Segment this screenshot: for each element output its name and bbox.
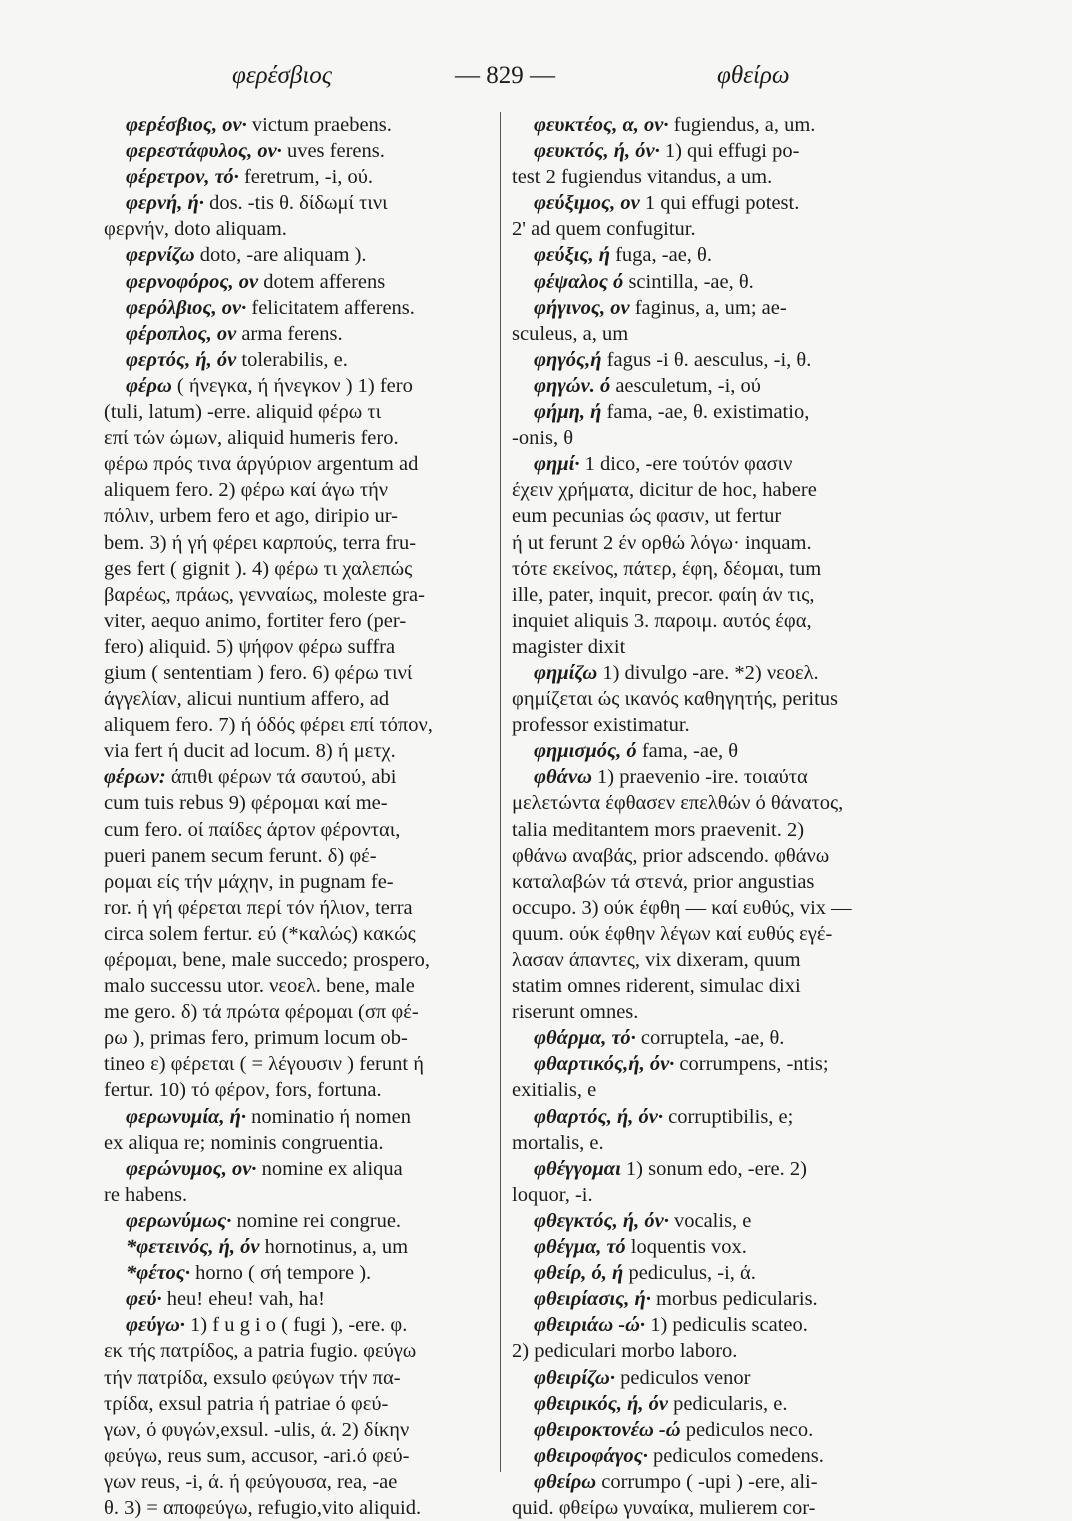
definition-text: aesculetum, -i, ού (610, 374, 761, 397)
entry-line (512, 399, 892, 425)
entry-line (512, 582, 892, 608)
headword: φθαρτικός,ή, όν· (534, 1053, 675, 1076)
entry-line (104, 1365, 496, 1391)
entry-line (512, 1051, 892, 1077)
headword: φερτός, ή, όν (126, 348, 237, 371)
entry-line (104, 451, 496, 477)
definition-text: pediculus, -i, ά. (623, 1262, 756, 1285)
entry-line (512, 1312, 892, 1338)
headword: φέρετρον, τό· (126, 166, 239, 189)
entry-line (512, 1182, 892, 1208)
headword: φθεγκτός, ή, όν· (534, 1209, 669, 1232)
entry-line (104, 686, 496, 712)
headword: φθάρμα, τό· (534, 1027, 636, 1050)
entry-line (104, 817, 496, 843)
headword: φήμη, ή (534, 401, 602, 424)
entry-line (512, 947, 892, 973)
definition-text: scintilla, -ae, θ. (623, 270, 754, 293)
entry-line (512, 973, 892, 999)
headword: φερεστάφυλος, ον· (126, 140, 282, 163)
running-head (100, 62, 980, 92)
definition-text: loquentis vox. (625, 1236, 747, 1259)
headword: φθείρ, ό, ή (534, 1262, 624, 1285)
definition-text: φέρομαι, bene, male succedo; prospero, (104, 949, 431, 971)
headword: φέρων: (104, 766, 166, 789)
entry-line (512, 503, 892, 529)
definition-text: corrumpo ( -upi ) -ere, ali- (596, 1470, 818, 1493)
definition-text: nomine rei congrue. (231, 1209, 402, 1232)
entry-line (512, 1025, 892, 1051)
definition-text: quid. φθείρω γυναίκα, mulierem cor- (512, 1496, 816, 1519)
headword: φερέσβιος, ον· (126, 114, 247, 136)
entry-line (512, 1286, 892, 1312)
definition-text: ror. ή γή φέρεται περί τόν ήλιον, terra (104, 896, 413, 919)
definition-text: fertur. 10) τό φέρον, fors, fortuna. (104, 1079, 382, 1102)
entry-line (512, 1338, 892, 1364)
definition-text: arma ferens. (236, 322, 343, 345)
entry-line (104, 999, 496, 1025)
right-column (512, 112, 892, 1519)
headword: φεύξιμος, ον (534, 192, 640, 215)
entry-line (512, 1443, 892, 1469)
entry-line (512, 817, 892, 843)
entry-line (512, 999, 892, 1025)
definition-text: doto, -are aliquam ). (194, 244, 367, 267)
headword: φθέγγομαι (534, 1157, 621, 1180)
entry-line (512, 347, 892, 373)
entry-line (104, 582, 496, 608)
entry-line (104, 138, 496, 164)
headword: φθειρίζω· (534, 1366, 615, 1389)
definition-text: talia meditantem mors praevenit. 2) (512, 818, 805, 841)
definition-text: cum tuis rebus 9) φέρομαι καί me- (104, 792, 388, 815)
definition-text: fuga, -ae, θ. (609, 244, 713, 267)
entry-line (512, 425, 892, 451)
definition-text: uves ferens. (281, 140, 385, 163)
entry-line (512, 921, 892, 947)
headword: φθειριάω -ώ· (534, 1314, 646, 1337)
definition-text: 2' ad quem confugitur. (512, 218, 696, 241)
entry-line (104, 1104, 496, 1130)
entry-line (512, 112, 892, 138)
definition-text: statim omnes riderent, simulac dixi (512, 975, 801, 998)
entry-line (512, 373, 892, 399)
definition-text: via fert ή ducit ad locum. 8) ή μετχ. (104, 740, 396, 763)
headword: φερώνυμος, ον· (126, 1157, 257, 1180)
definition-text: tolerabilis, e. (236, 348, 348, 371)
definition-text: pediculos neco. (680, 1418, 814, 1441)
definition-text: ( ήνεγκα, ή ήνεγκον ) 1) fero (171, 374, 413, 397)
definition-text: corruptela, -ae, θ. (635, 1027, 785, 1050)
definition-text: 1) divulgo -are. *2) νεοελ. (597, 661, 819, 684)
definition-text: fama, -ae, θ. existimatio, (601, 401, 810, 424)
definition-text: heu! eheu! vah, ha! (161, 1288, 325, 1311)
entry-line (104, 1495, 496, 1521)
entry-line (104, 242, 496, 268)
entry-line (512, 869, 892, 895)
entry-line (104, 347, 496, 373)
entry-line (104, 660, 496, 686)
definition-text: nomine ex aliqua (256, 1157, 403, 1180)
headword: φερνίζω (126, 244, 195, 267)
headword: φεύ· (126, 1288, 162, 1311)
entry-line (104, 973, 496, 999)
headword: φεύξις, ή (534, 244, 610, 267)
definition-text: morbus pedicularis. (650, 1288, 818, 1311)
definition-text: inquiet aliquis 3. παροιμ. αυτός έφα, (512, 609, 812, 632)
definition-text: φέρω πρός τινα άργύριον argentum ad (104, 453, 419, 476)
definition-text: hornotinus, a, um (259, 1236, 409, 1259)
headword: φέρω (126, 374, 172, 397)
entry-line (104, 634, 496, 660)
definition-text: tineo ε) φέρεται ( = λέγουσιν ) ferunt ή (104, 1053, 424, 1076)
definition-text: aliquem fero. 2) φέρω καί άγω τήν (104, 479, 389, 502)
entry-line (512, 660, 892, 686)
definition-text: 1) qui effugi po- (659, 140, 800, 163)
entry-line (104, 790, 496, 816)
headword: φέροπλος, ον (126, 322, 237, 345)
definition-text: pueri panem secum ferunt. δ) φέ- (104, 844, 377, 867)
definition-text: 1 qui effugi potest. (639, 192, 800, 215)
definition-text: 1 dico, -ere τούτόν φασιν (579, 453, 793, 476)
entry-line (512, 477, 892, 503)
definition-text: fama, -ae, θ (636, 740, 739, 763)
definition-text: pedicularis, e. (667, 1392, 788, 1415)
definition-text: ex aliqua re; nominis congruentia. (104, 1131, 384, 1154)
definition-text: loquor, -i. (512, 1183, 593, 1206)
definition-text: τήν πατρίδα, exsulo φεύγων τήν πα- (104, 1366, 401, 1389)
entry-line (104, 843, 496, 869)
headword: φημίζω (534, 661, 598, 684)
header-left-word: φερέσβιος (232, 62, 332, 89)
definition-text: pediculos venor (614, 1366, 751, 1389)
definition-text: malo successu utor. νεοελ. bene, male (104, 975, 415, 998)
entry-line (104, 764, 496, 790)
definition-text: φερνήν, doto aliquam. (104, 218, 287, 241)
definition-text: εκ τής πατρίδος, a patria fugio. φεύγω (104, 1340, 417, 1363)
definition-text: eum pecunias ώς φασιν, ut fertur (512, 505, 782, 528)
definition-text: ή ut ferunt 2 έν ορθώ λόγω· inquam. (512, 531, 812, 554)
definition-text: re habens. (104, 1183, 188, 1206)
headword: φθάνω (534, 766, 592, 789)
headword: φηγός,ή (534, 348, 602, 371)
entry-line (512, 1077, 892, 1103)
entry-line (104, 1469, 496, 1495)
entry-line (104, 895, 496, 921)
headword: φθειρικός, ή, όν (534, 1392, 668, 1415)
entry-line (512, 1234, 892, 1260)
entry-line (104, 947, 496, 973)
entry-line (104, 1417, 496, 1443)
definition-text: circa solem fertur. εύ (*καλώς) κακώς (104, 922, 416, 945)
headword: *φέτος· (126, 1262, 190, 1285)
entry-line (512, 269, 892, 295)
entry-line (512, 556, 892, 582)
entry-line (512, 1495, 892, 1521)
headword: φερνοφόρος, ον (126, 270, 259, 293)
definition-text: βαρέως, πράως, γενναίως, moleste gra- (104, 583, 425, 606)
definition-text: viter, aequo animo, fortiter fero (per- (104, 609, 407, 632)
entry-line (104, 477, 496, 503)
definition-text: ges fert ( gignit ). 4) φέρω τι χαλεπώς (104, 557, 413, 580)
definition-text: 1) praevenio -ire. τοιαύτα (591, 766, 808, 789)
entry-line (104, 869, 496, 895)
entry-line (104, 112, 496, 138)
definition-text: nominatio ή nomen (246, 1105, 412, 1128)
definition-text: πόλιν, urbem fero et ago, diripio ur- (104, 505, 398, 528)
definition-text: sculeus, a, um (512, 322, 629, 345)
definition-text: ρομαι είς τήν μάχην, in pugnam fe- (104, 870, 394, 893)
entry-line (512, 1156, 892, 1182)
headword: φθέγμα, τό (534, 1236, 626, 1259)
definition-text: mortalis, e. (512, 1131, 604, 1154)
page-number: — 829 — (455, 62, 555, 89)
entry-line (104, 295, 496, 321)
entry-line (512, 1130, 892, 1156)
definition-text: dotem afferens (258, 270, 386, 293)
definition-text: faginus, a, um; ae- (629, 296, 787, 319)
entry-line (512, 1417, 892, 1443)
column-divider (500, 112, 501, 1472)
entry-line (104, 425, 496, 451)
entry-line (104, 1234, 496, 1260)
entry-line (512, 1208, 892, 1234)
definition-text: test 2 fugiendus vitandus, a um. (512, 166, 773, 189)
entry-line (104, 1077, 496, 1103)
definition-text: επί τών ώμων, aliquid humeris fero. (104, 427, 399, 450)
entry-line (512, 295, 892, 321)
entry-line (512, 216, 892, 242)
definition-text: θ. 3) = αποφεύγω, refugio,vito aliquid. (104, 1496, 422, 1519)
definition-text: fero) aliquid. 5) ψήφον φέρω suffra (104, 635, 396, 658)
definition-text: -onis, θ (512, 427, 574, 450)
headword: φθειροφάγος· (534, 1444, 648, 1467)
entry-line (104, 321, 496, 347)
definition-text: καταλαβών τά στενά, prior angustias (512, 870, 815, 893)
definition-text: φεύγω, reus sum, accusor, -ari.ό φεύ- (104, 1444, 410, 1467)
entry-line (104, 738, 496, 764)
definition-text: (tuli, latum) -erre. aliquid φέρω τι (104, 401, 382, 424)
headword: φημί· (534, 453, 580, 476)
entry-line (512, 1469, 892, 1495)
entry-line (512, 712, 892, 738)
entry-line (512, 190, 892, 216)
definition-text: corruptibilis, e; (662, 1105, 794, 1128)
entry-line (104, 1286, 496, 1312)
entry-line (104, 1130, 496, 1156)
headword: φθειροκτονέω -ώ (534, 1418, 681, 1441)
definition-text: άπιθι φέρων τά σαυτού, abi (165, 766, 397, 789)
entry-line (104, 1391, 496, 1417)
definition-text: 1) f u g i o ( fugi ), -ere. φ. (184, 1314, 408, 1337)
definition-text: feretrum, -i, ού. (238, 166, 374, 189)
definition-text: 1) sonum edo, -ere. 2) (620, 1157, 807, 1180)
entry-line (104, 921, 496, 947)
definition-text: fagus -i θ. aesculus, -i, θ. (601, 348, 812, 371)
entry-line (512, 138, 892, 164)
entry-line (104, 556, 496, 582)
entry-line (512, 843, 892, 869)
entry-line (512, 1365, 892, 1391)
definition-text: vocalis, e (668, 1209, 752, 1232)
headword: φθαρτός, ή, όν· (534, 1105, 663, 1128)
entry-line (104, 530, 496, 556)
entry-line (512, 790, 892, 816)
entry-line (512, 242, 892, 268)
definition-text: φθάνω αναβάς, prior adscendo. φθάνω (512, 844, 830, 867)
entry-line (512, 164, 892, 190)
headword: φθείρω (534, 1470, 597, 1493)
headword: φέψαλος ό (534, 270, 624, 293)
definition-text: γων reus, -i, ά. ή φεύγουσα, rea, -ae (104, 1470, 398, 1493)
entry-line (104, 608, 496, 634)
entry-line (512, 738, 892, 764)
entry-line (512, 530, 892, 556)
headword: φερνή, ή· (126, 192, 204, 215)
entry-line (104, 1025, 496, 1051)
entry-line (512, 1260, 892, 1286)
entry-line (512, 764, 892, 790)
entry-line (104, 1051, 496, 1077)
entry-line (104, 216, 496, 242)
headword: φευκτός, ή, όν· (534, 140, 660, 163)
definition-text: corrumpens, -ntis; (674, 1053, 829, 1076)
definition-text: occupo. 3) ούκ έφθη — καί ευθύς, vix — (512, 896, 852, 919)
headword: φθειρίασις, ή· (534, 1288, 651, 1311)
definition-text: felicitatem afferens. (246, 296, 415, 319)
entry-line (104, 1260, 496, 1286)
entry-line (512, 895, 892, 921)
entry-line (104, 1208, 496, 1234)
headword: φερωνυμία, ή· (126, 1105, 246, 1128)
definition-text: τότε εκείνος, πάτερ, έφη, δέομαι, tum (512, 557, 822, 580)
definition-text: professor existimatur. (512, 714, 690, 737)
definition-text: pediculos comedens. (647, 1444, 824, 1467)
headword: φερόλβιος, ον· (126, 296, 247, 319)
headword: φεύγω· (126, 1314, 185, 1337)
definition-text: fugiendus, a, um. (668, 114, 816, 136)
definition-text: horno ( σή tempore ). (189, 1262, 372, 1285)
entry-line (512, 608, 892, 634)
entry-line (104, 269, 496, 295)
definition-text: cum fero. οί παίδες άρτον φέρονται, (104, 818, 401, 841)
entry-line (512, 1104, 892, 1130)
entry-line (104, 712, 496, 738)
definition-text: τρίδα, exsul patria ή patriae ό φεύ- (104, 1392, 389, 1415)
entry-line (104, 373, 496, 399)
definition-text: dos. -tis θ. δίδωμί τινι (203, 192, 388, 215)
headword: φηγών. ό (534, 374, 611, 397)
definition-text: 2) pediculari morbo laboro. (512, 1340, 738, 1363)
definition-text: exitialis, e (512, 1079, 597, 1102)
headword: *φετεινός, ή, όν (126, 1236, 260, 1259)
definition-text: magister dixit (512, 635, 626, 658)
definition-text: gium ( sententiam ) fero. 6) φέρω τινί (104, 661, 413, 684)
headword: φημισμός, ό (534, 740, 637, 763)
definition-text: άγγελίαν, alicui nuntium affero, ad (104, 688, 390, 711)
headword: φευκτέος, α, ον· (534, 114, 669, 136)
definition-text: ille, pater, inquit, precor. φαίη άν τις, (512, 583, 815, 606)
definition-text: victum praebens. (246, 114, 392, 136)
entry-line (104, 190, 496, 216)
headword: φερωνύμως· (126, 1209, 232, 1232)
definition-text: μελετώντα έφθασεν επελθών ό θάνατος, (512, 792, 844, 815)
definition-text: φημίζεται ώς ικανός καθηγητής, peritus (512, 688, 839, 711)
definition-text: bem. 3) ή γή φέρει καρπούς, terra fru- (104, 531, 417, 554)
definition-text: ρω ), primas fero, primum locum ob- (104, 1027, 408, 1050)
entry-line (104, 1338, 496, 1364)
entry-line (104, 1182, 496, 1208)
definition-text: aliquem fero. 7) ή όδός φέρει επί τόπον, (104, 714, 433, 737)
header-right-word: φθείρω (717, 62, 790, 89)
definition-text: έχειν χρήματα, dicitur de hoc, habere (512, 479, 817, 502)
entry-line (512, 686, 892, 712)
entry-line (512, 1391, 892, 1417)
definition-text: me gero. δ) τά πρώτα φέρομαι (σπ φέ- (104, 1001, 419, 1024)
entry-line (104, 164, 496, 190)
headword: φήγινος, ον (534, 296, 630, 319)
definition-text: 1) pediculis scateo. (645, 1314, 808, 1337)
definition-text: γων, ό φυγών,exsul. -ulis, ά. 2) δίκην (104, 1418, 410, 1441)
entry-line (512, 451, 892, 477)
entry-line (512, 321, 892, 347)
left-column (104, 112, 496, 1519)
definition-text: riserunt omnes. (512, 1001, 639, 1024)
definition-text: λασαν άπαντες, vix dixeram, quum (512, 949, 801, 971)
entry-line (104, 503, 496, 529)
entry-line (104, 1312, 496, 1338)
entry-line (104, 1156, 496, 1182)
entry-line (512, 634, 892, 660)
definition-text: quum. ούκ έφθην λέγων καί ευθύς εγέ- (512, 922, 833, 945)
entry-line (104, 1443, 496, 1469)
entry-line (104, 399, 496, 425)
